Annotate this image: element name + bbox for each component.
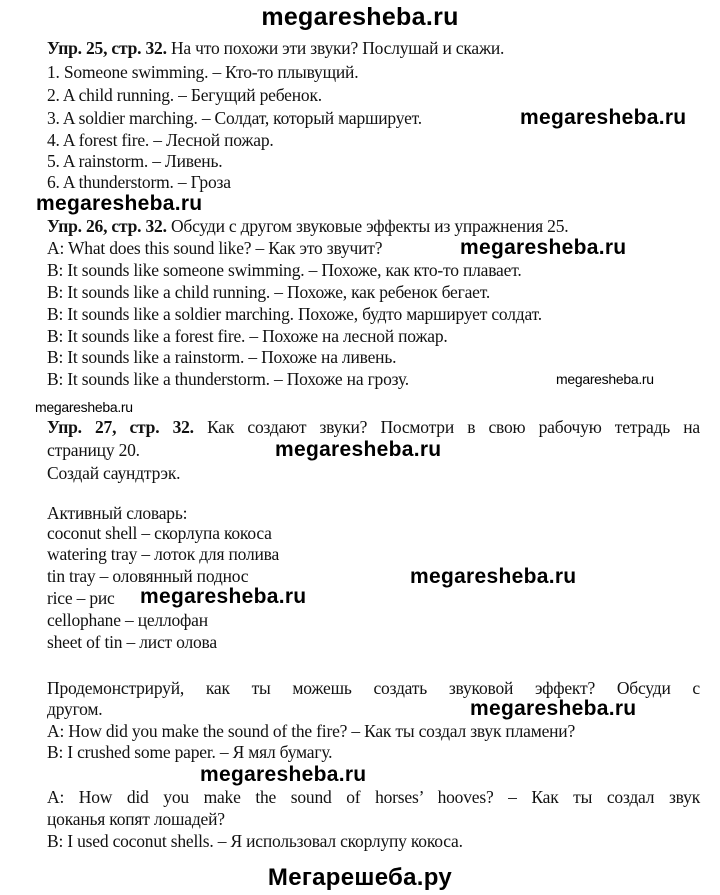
vocab-item: cellophane – целлофан [47, 610, 208, 630]
ex27-make: Создай саундтрэк. [47, 463, 181, 483]
dialogue-line: A: How did you make the sound of horses’ hooves? – Как ты создал звук [47, 787, 700, 807]
ex27-task: Как создают звуки? Посмотри в свою рабочую тетрадь на [193, 417, 700, 437]
watermark-small: megaresheba.ru [556, 371, 654, 387]
ex25-line: 3. A soldier marching. – Солдат, который марширует. [47, 108, 422, 128]
watermark-small: megaresheba.ru [35, 399, 133, 415]
ex25-line: 6. A thunderstorm. – Гроза [47, 172, 231, 192]
ex25-line: 5. A rainstorm. – Ливень. [47, 151, 223, 171]
watermark: megaresheba.ru [200, 763, 367, 786]
vocab-item: sheet of tin – лист олова [47, 632, 217, 652]
footer-watermark: Мегарешеба.ру [267, 864, 453, 891]
vocab-title: Активный словарь: [47, 503, 188, 523]
watermark: megaresheba.ru [275, 438, 442, 461]
vocab-item: rice – рис [47, 588, 115, 608]
watermark: megaresheba.ru [460, 236, 627, 259]
dialogue-line: A: How did you make the sound of the fire? – Как ты создал звук пламени? [47, 721, 576, 741]
ex27-heading [47, 417, 700, 437]
dialogue-line: B: I crushed some paper. – Я мял бумагу. [47, 742, 333, 762]
vocab-item: tin tray – оловянный поднос [47, 566, 249, 586]
header-watermark: megaresheba.ru [261, 3, 459, 31]
watermark: megaresheba.ru [470, 697, 637, 720]
dialogue-line: B: I used coconut shells. – Я использовал скорлупу кокоса. [47, 831, 463, 851]
watermark: megaresheba.ru [36, 192, 203, 215]
watermark: megaresheba.ru [410, 565, 577, 588]
vocab-item: watering tray – лоток для полива [47, 544, 280, 564]
ex26-line: B: It sounds like someone swimming. – Похоже, как кто-то плавает. [47, 260, 522, 280]
demo-text: Продемонстрируй, как ты можешь создать звуковой эффект? Обсуди с [47, 678, 700, 698]
ex27-label: Упр. 27, стр. 32. [47, 417, 194, 437]
ex26-heading [47, 216, 568, 236]
ex26-line: B: It sounds like a thunderstorm. – Похоже на грозу. [47, 369, 409, 389]
vocab-item: coconut shell – скорлупа кокоса [47, 523, 272, 543]
ex26-line: B: It sounds like a rainstorm. – Похоже на ливень. [47, 347, 397, 367]
ex27-task-cont: страницу 20. [47, 440, 140, 460]
ex26-task: Обсуди с другом звуковые эффекты из упражнения 25. [166, 216, 569, 236]
watermark: megaresheba.ru [520, 106, 687, 129]
dialogue-line-cont: цоканья копят лошадей? [47, 809, 225, 829]
demo-text-cont: другом. [47, 699, 103, 719]
ex25-line: 1. Someone swimming. – Кто-то плывущий. [47, 62, 359, 82]
ex26-line: A: What does this sound like? – Как это звучит? [47, 238, 383, 258]
ex25-task: На что похожи эти звуки? Послушай и скажи. [166, 38, 505, 58]
ex26-line: B: It sounds like a child running. – Похоже, как ребенок бегает. [47, 282, 491, 302]
ex25-label: Упр. 25, стр. 32. [47, 38, 167, 58]
ex26-line: B: It sounds like a forest fire. – Похоже на лесной пожар. [47, 326, 448, 346]
ex25-heading [47, 38, 504, 58]
ex25-line: 2. A child running. – Бегущий ребенок. [47, 85, 322, 105]
ex25-line: 4. A forest fire. – Лесной пожар. [47, 130, 274, 150]
watermark: megaresheba.ru [140, 585, 307, 608]
ex26-line: B: It sounds like a soldier marching. Похоже, будто марширует солдат. [47, 304, 542, 324]
ex26-label: Упр. 26, стр. 32. [47, 216, 167, 236]
